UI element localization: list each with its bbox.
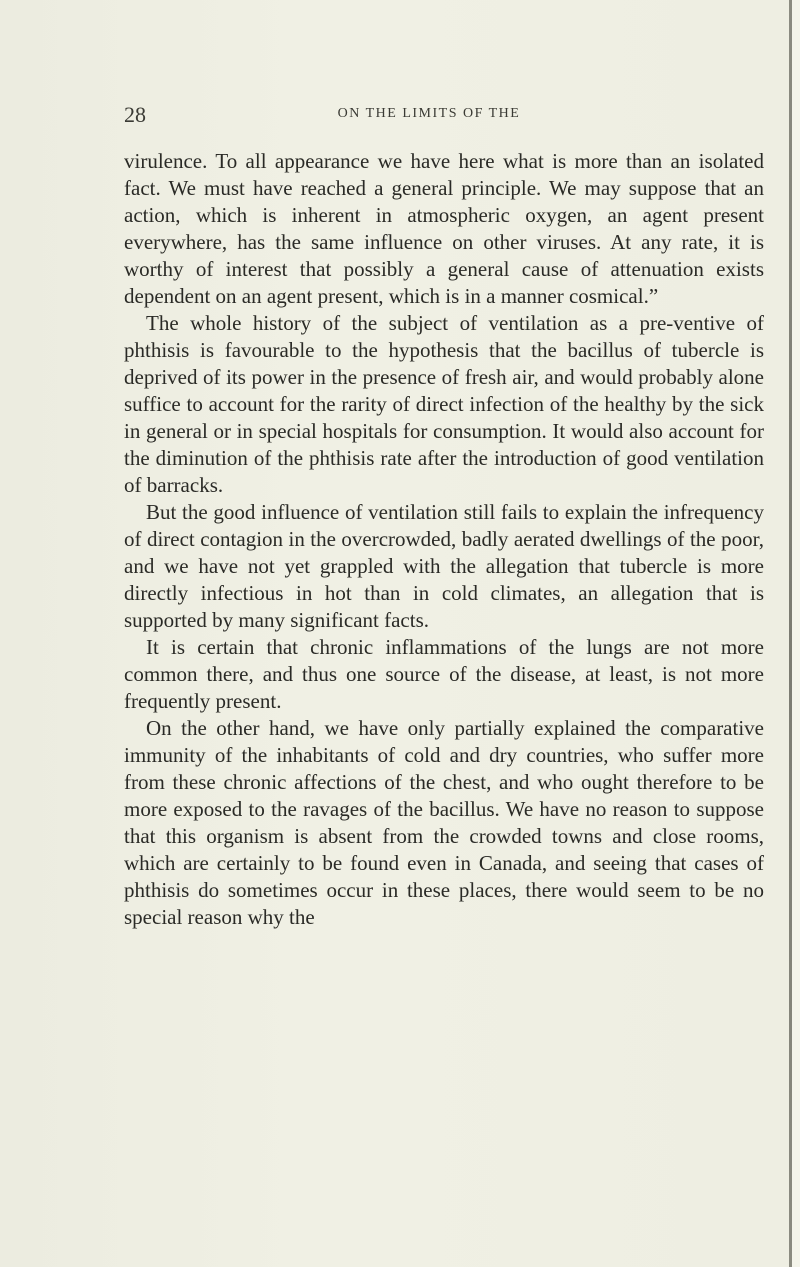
running-head: ON THE LIMITS OF THE — [337, 106, 521, 121]
body-text — [124, 148, 764, 931]
paragraph-5: On the other hand, we have only partially explained the comparative immunity of the inhabitants of cold and dry countries, who suffer more from these chronic affections of the chest, and who ought therefore to be more exposed to the ravages of the bacillus. We have no reason to suppose that this organism is absent from the crowded towns and close rooms, which are certainly to be found even in Canada, and seeing that cases of phthisis do sometimes occur in these places, there would seem to be no special reason why the — [124, 716, 764, 929]
page-number: 28 — [124, 102, 146, 127]
paragraph-2: The whole history of the subject of ventilation as a pre-ventive of phthisis is favourable to the hypothesis that the bacillus of tubercle is deprived of its power in the presence of fresh air, and would probably alone suffice to account for the rarity of direct infection of the healthy by the sick in general or in special hospitals for consumption. It would also account for the diminution of the phthisis rate after the introduction of good ventilation of barracks. — [124, 311, 764, 497]
paragraph-4: It is certain that chronic inflammations of the lungs are not more common there, and thus one source of the disease, at least, is not more frequently present. — [124, 635, 764, 713]
paragraph-3: But the good influence of ventilation still fails to explain the infrequency of direct contagion in the overcrowded, badly aerated dwellings of the poor, and we have not yet grappled with the allegation that tubercle is more directly infectious in hot than in cold climates, an allegation that is supported by many significant facts. — [124, 500, 764, 632]
page-header — [124, 102, 764, 132]
paragraph-1: virulence. To all appearance we have here what is more than an isolated fact. We must have reached a general principle. We may suppose that an action, which is inherent in atmospheric oxygen, an agent present everywhere, has the same influence on other viruses. At any rate, it is worthy of interest that possibly a general cause of attenuation exists dependent on an agent present, which is in a manner cosmical.” — [124, 149, 764, 308]
page-binding-edge — [789, 0, 792, 1267]
page-margin-edge — [792, 0, 800, 1267]
